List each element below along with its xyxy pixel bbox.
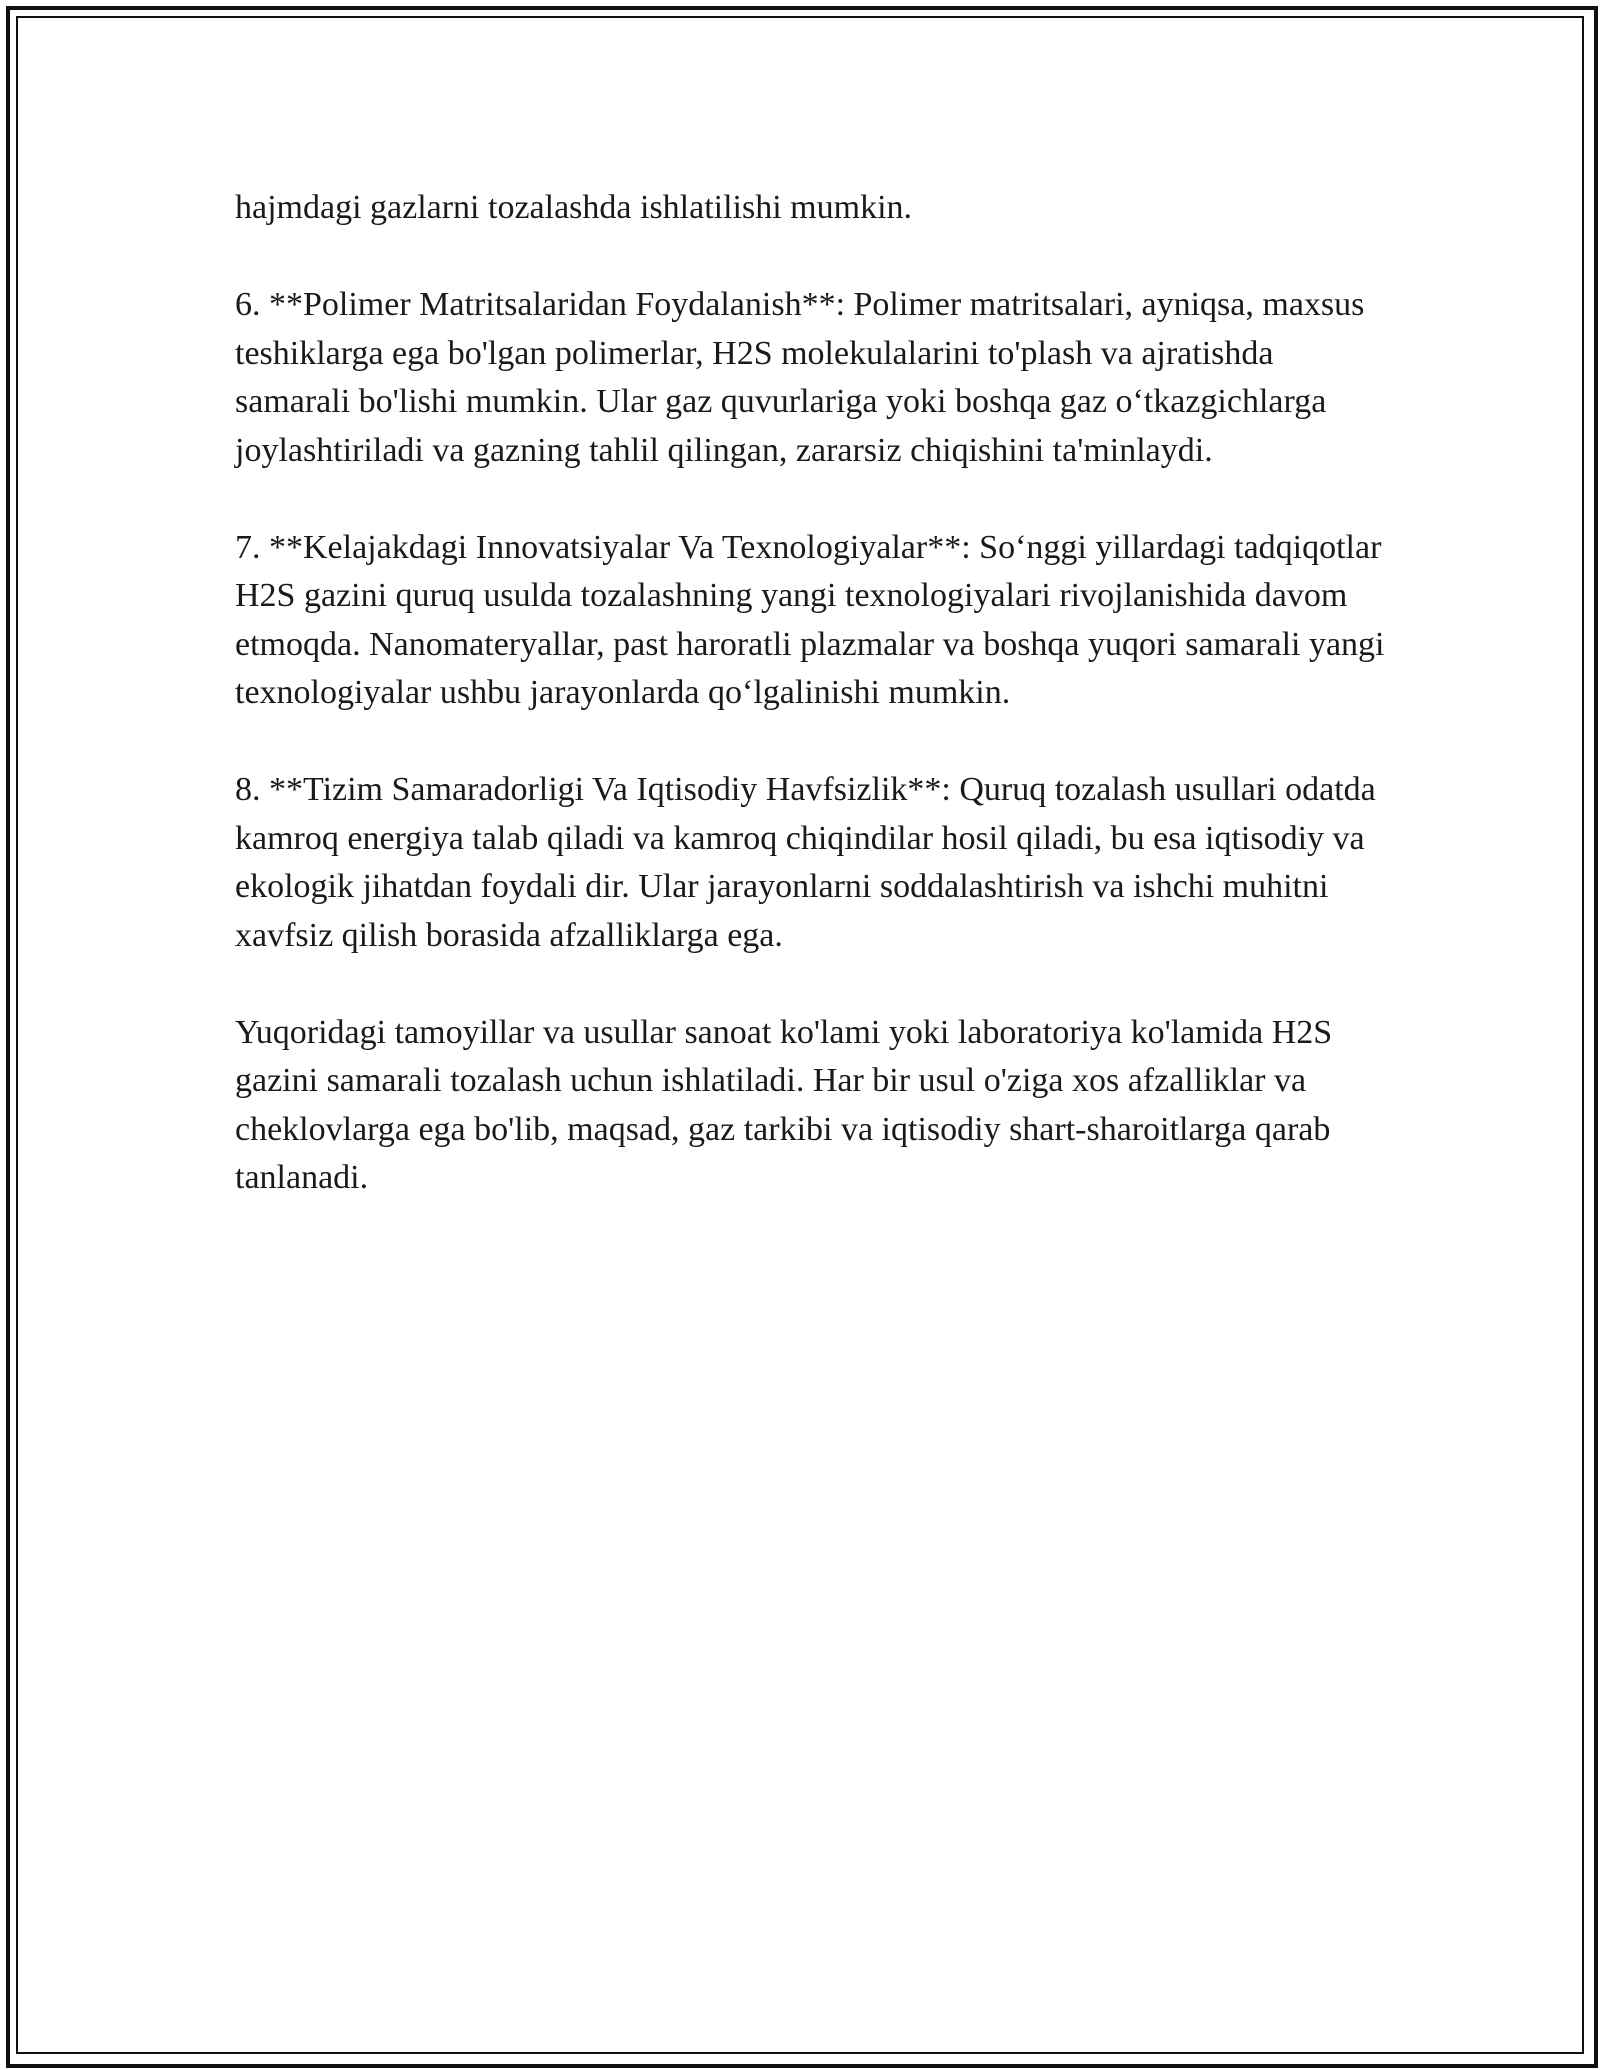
paragraph-item-6: 6. **Polimer Matritsalaridan Foydalanish**: Polimer matritsalari, ayniqsa, maxsus teshiklarga ega bo'lgan polimerlar, H2S molekulalarini to'plash va ajratishda samarali bo'lishi mumkin. Ular gaz quvurlariga yoki boshqa gaz o‘tkazgichlarga joylashtiriladi va gazning tahlil qilingan, zararsiz chiqishini ta'minlaydi. <box>235 286 1365 469</box>
paragraph-continuation: hajmdagi gazlarni tozalashda ishlatilishi mumkin. <box>235 189 913 226</box>
paragraph-conclusion: Yuqoridagi tamoyillar va usullar sanoat ko'lami yoki laboratoriya ko'lamida H2S gazini samarali tozalash uchun ishlatiladi. Har bir usul o'ziga xos afzalliklar va cheklovlarga ega bo'lib, maqsad, gaz tarkibi va iqtisodiy shart-sharoitlarga qarab tanlanadi. <box>235 1013 1333 1196</box>
paragraph-item-8: 8. **Tizim Samaradorligi Va Iqtisodiy Havfsizlik**: Quruq tozalash usullari odatda kamroq energiya talab qiladi va kamroq chiqindilar hosil qiladi, bu esa iqtisodiy va ekologik jihatdan foydali dir. Ular jarayonlarni soddalashtirish va ishchi muhitni xavfsiz qilish borasida afzalliklarga ega. <box>235 771 1376 954</box>
paragraph-item-7: 7. **Kelajakdagi Innovatsiyalar Va Texnologiyalar**: So‘nggi yillardagi tadqiqotlar H2S gazini quruq usulda tozalashning yangi texnologiyalari rivojlanishida davom etmoqda. Nanomateryallar, past haroratli plazmalar va boshqa yuqori samarali yangi texnologiyalar ushbu jarayonlarda qo‘lgalinishi mumkin. <box>235 528 1385 711</box>
document-body <box>235 184 1385 1251</box>
